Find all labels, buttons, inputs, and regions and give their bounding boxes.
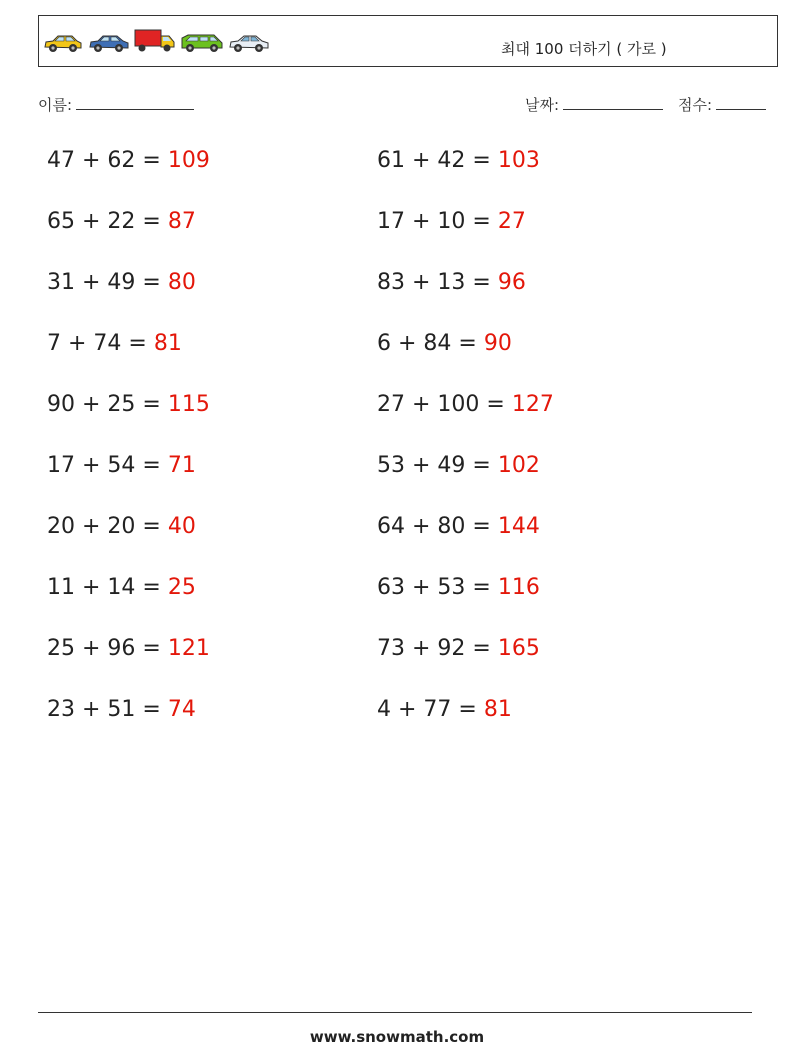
problem-question: 6 + 84 = <box>377 331 484 356</box>
red-truck-icon <box>134 28 176 54</box>
problem-item <box>47 514 196 539</box>
score-label: 점수: <box>678 96 713 114</box>
problem-item <box>377 270 526 295</box>
yellow-car-icon <box>42 32 84 54</box>
problem-item <box>377 575 540 600</box>
problem-answer: 27 <box>497 209 526 234</box>
problem-answer: 71 <box>167 453 196 478</box>
problem-question: 64 + 80 = <box>377 514 498 539</box>
name-label: 이름: <box>38 96 73 114</box>
name-field <box>38 94 194 115</box>
problem-question: 90 + 25 = <box>47 392 168 417</box>
problem-question: 20 + 20 = <box>47 514 168 539</box>
problem-answer: 115 <box>167 392 210 417</box>
problem-answer: 25 <box>167 575 196 600</box>
problem-question: 17 + 54 = <box>47 453 168 478</box>
problem-question: 31 + 49 = <box>47 270 168 295</box>
problem-item <box>377 148 540 173</box>
problem-answer: 121 <box>167 636 210 661</box>
problem-item <box>47 392 210 417</box>
problem-question: 4 + 77 = <box>377 697 484 722</box>
problem-answer: 109 <box>167 148 210 173</box>
problem-item <box>47 270 196 295</box>
problem-question: 7 + 74 = <box>47 331 154 356</box>
problem-item <box>47 148 210 173</box>
white-car-icon <box>228 32 270 54</box>
problem-answer: 81 <box>153 331 182 356</box>
problem-answer: 144 <box>497 514 540 539</box>
problem-question: 27 + 100 = <box>377 392 512 417</box>
problem-item <box>377 453 540 478</box>
score-blank <box>716 95 766 110</box>
problem-item <box>47 575 196 600</box>
score-field <box>678 94 766 115</box>
footer-divider <box>38 1012 752 1013</box>
problem-question: 65 + 22 = <box>47 209 168 234</box>
problem-item <box>377 331 512 356</box>
date-label: 날짜: <box>525 96 560 114</box>
problem-item <box>377 392 554 417</box>
problem-answer: 80 <box>167 270 196 295</box>
problem-answer: 96 <box>497 270 526 295</box>
date-field <box>525 94 663 115</box>
problem-question: 63 + 53 = <box>377 575 498 600</box>
worksheet-title: 최대 100 더하기 ( 가로 ) <box>501 40 667 58</box>
problem-answer: 102 <box>497 453 540 478</box>
problem-answer: 165 <box>497 636 540 661</box>
problem-answer: 74 <box>167 697 196 722</box>
problem-question: 53 + 49 = <box>377 453 498 478</box>
header-box <box>38 15 778 67</box>
problem-item <box>47 636 210 661</box>
problem-question: 17 + 10 = <box>377 209 498 234</box>
footer-url: www.snowmath.com <box>309 1028 485 1046</box>
problem-item <box>377 636 540 661</box>
problem-answer: 127 <box>511 392 554 417</box>
name-blank <box>76 95 194 110</box>
problem-answer: 87 <box>167 209 196 234</box>
green-van-icon <box>180 32 224 54</box>
problem-answer: 116 <box>497 575 540 600</box>
problem-question: 47 + 62 = <box>47 148 168 173</box>
problem-item <box>47 209 196 234</box>
problem-question: 83 + 13 = <box>377 270 498 295</box>
problem-question: 11 + 14 = <box>47 575 168 600</box>
problem-item <box>377 209 526 234</box>
problem-question: 25 + 96 = <box>47 636 168 661</box>
car-icons <box>42 28 270 54</box>
problem-question: 73 + 92 = <box>377 636 498 661</box>
problem-item <box>377 697 512 722</box>
problem-answer: 103 <box>497 148 540 173</box>
problem-item <box>377 514 540 539</box>
problem-item <box>47 453 196 478</box>
problem-answer: 81 <box>483 697 512 722</box>
date-blank <box>563 95 663 110</box>
problem-answer: 90 <box>483 331 512 356</box>
blue-car-icon <box>88 32 130 54</box>
problem-answer: 40 <box>167 514 196 539</box>
problem-item <box>47 697 196 722</box>
problem-question: 23 + 51 = <box>47 697 168 722</box>
problem-item <box>47 331 182 356</box>
problem-question: 61 + 42 = <box>377 148 498 173</box>
